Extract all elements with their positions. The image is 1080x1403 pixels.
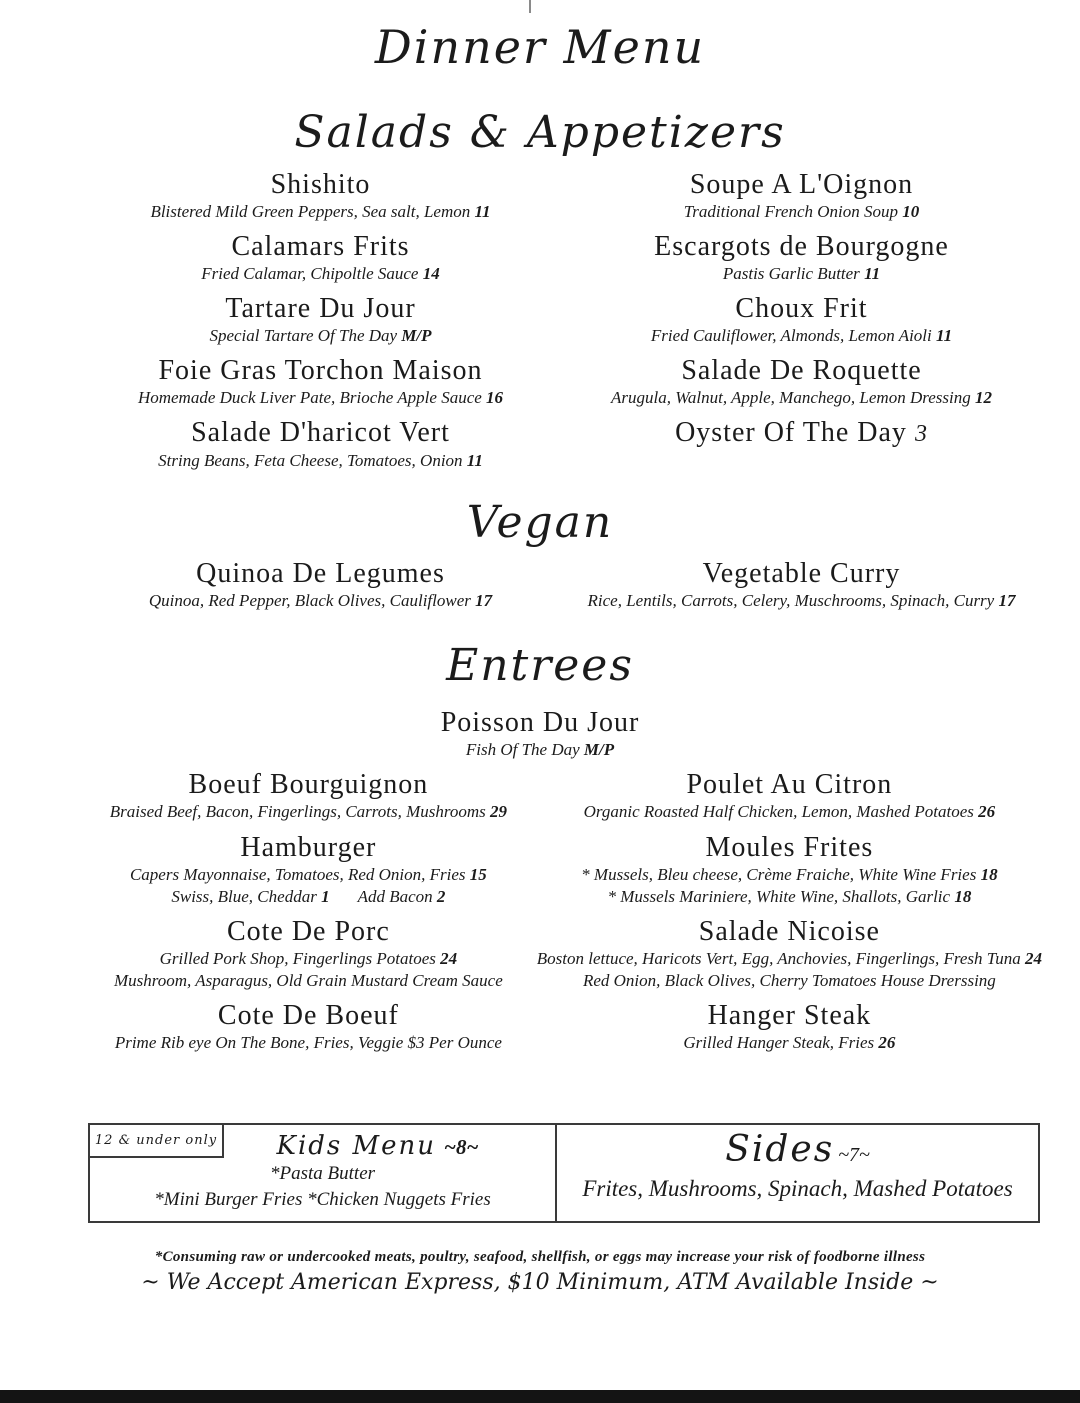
- item-price: 17: [475, 591, 493, 611]
- item-name: Soupe A L'Oignon: [689, 168, 914, 200]
- item-name: Tartare Du Jour: [225, 293, 416, 325]
- menu-item-soupe-a-loignon: [561, 168, 1042, 223]
- item-desc: [80, 948, 537, 970]
- menu-item-poisson-du-jour: [0, 706, 1080, 761]
- item-desc: [80, 263, 561, 285]
- kids-menu-price: ~8~: [444, 1135, 479, 1160]
- item-desc: [80, 864, 537, 886]
- desc-text: Organic Roasted Half Chicken, Lemon, Mashed Potatoes: [583, 802, 974, 822]
- desc-text: Capers Mayonnaise, Tomatoes, Red Onion, Fries: [129, 864, 466, 884]
- entrees-right-column: [537, 768, 1042, 1061]
- desc-text: Special Tartare Of The Day: [209, 326, 398, 346]
- name-text: Oyster Of The Day: [675, 417, 907, 449]
- item-price: 15: [469, 864, 487, 884]
- item-name: Cote De Boeuf: [217, 1000, 399, 1032]
- kids-menu-heading: Kids Menu: [276, 1131, 437, 1162]
- vegan-left-column: [80, 557, 561, 619]
- menu-item-boeuf-bourguignon: [80, 768, 537, 823]
- item-name: [561, 416, 1042, 449]
- hamburger-addons: [80, 886, 537, 908]
- menu-item-cote-de-boeuf: [80, 999, 537, 1054]
- item-desc: [537, 948, 1042, 970]
- item-price: 11: [864, 264, 881, 284]
- item-price: 14: [422, 264, 440, 284]
- item-name: Cote De Porc: [226, 915, 390, 947]
- item-price: 11: [474, 202, 491, 222]
- menu-item-salade-de-roquette: [561, 354, 1042, 409]
- menu-item-cote-de-porc: [80, 915, 537, 992]
- item-desc: [80, 801, 537, 823]
- sides-heading: Sides: [725, 1129, 835, 1171]
- bacon-option: Add Bacon: [357, 886, 433, 906]
- page-title: Dinner Menu: [374, 20, 706, 74]
- desc-text: Traditional French Onion Soup: [683, 202, 898, 222]
- item-price: 18: [980, 864, 998, 884]
- item-price: 16: [486, 388, 504, 408]
- menu-item-quinoa-de-legumes: [80, 557, 561, 612]
- sides-section: [555, 1125, 1038, 1221]
- item-desc: [537, 864, 1042, 886]
- desc-text: Braised Beef, Bacon, Fingerlings, Carrots, Mushrooms: [109, 802, 486, 822]
- desc-text: Boston lettuce, Haricots Vert, Egg, Anchovies, Fingerlings, Fresh Tuna: [536, 948, 1021, 968]
- item-name: Moules Frites: [705, 831, 874, 863]
- item-price: 10: [902, 202, 920, 222]
- item-desc-line2: Red Onion, Black Olives, Cherry Tomatoes House Drerssing: [582, 970, 996, 990]
- item-desc: [561, 387, 1042, 409]
- bottom-scan-bar: [0, 1390, 1080, 1403]
- item-desc: [80, 387, 561, 409]
- item-name: Calamars Frits: [231, 231, 410, 263]
- item-name: Escargots de Bourgogne: [654, 231, 949, 263]
- section-heading-entrees: Entrees: [446, 639, 634, 691]
- kids-item-burger-nuggets: *Mini Burger Fries *Chicken Nuggets Fries: [154, 1188, 491, 1210]
- vegan-right-column: [561, 557, 1042, 619]
- item-price: 17: [998, 591, 1016, 611]
- item-name: Salade De Roquette: [681, 355, 922, 387]
- item-price: 24: [440, 948, 458, 968]
- menu-item-hanger-steak: [537, 999, 1042, 1054]
- item-price: 11: [466, 450, 483, 470]
- desc-text: Rice, Lentils, Carrots, Celery, Muschrooms, Spinach, Curry: [587, 591, 995, 611]
- desc-text: Homemade Duck Liver Pate, Brioche Apple Sauce: [137, 388, 482, 408]
- appetizers-right-column: [561, 168, 1042, 479]
- menu-item-poulet-au-citron: [537, 768, 1042, 823]
- desc-text: String Beans, Feta Cheese, Tomatoes, Onion: [158, 450, 463, 470]
- kids-item-pasta: *Pasta Butter: [270, 1163, 376, 1185]
- item-desc-line2: Mushroom, Asparagus, Old Grain Mustard Cream Sauce: [113, 970, 503, 990]
- cheese-options: Swiss, Blue, Cheddar: [171, 886, 317, 906]
- kids-age-badge: 12 & under only: [88, 1123, 224, 1158]
- kids-menu-section: [90, 1125, 555, 1221]
- item-desc-line2: [537, 886, 1042, 908]
- sides-items: Frites, Mushrooms, Spinach, Mashed Potatoes: [582, 1176, 1013, 1202]
- menu-item-salade-dharicot-vert: [80, 416, 561, 471]
- desc-text: Fried Cauliflower, Almonds, Lemon Aioli: [650, 326, 932, 346]
- menu-item-tartare-du-jour: [80, 292, 561, 347]
- menu-item-shishito: [80, 168, 561, 223]
- fold-mark: [529, 0, 531, 13]
- sides-heading-row: [557, 1129, 1038, 1170]
- menu-item-vegetable-curry: [561, 557, 1042, 612]
- item-desc: [80, 325, 561, 347]
- item-name: Hamburger: [240, 831, 377, 863]
- item-price: 12: [974, 388, 992, 408]
- appetizers-grid: [0, 168, 1080, 479]
- desc-text: Quinoa, Red Pepper, Black Olives, Cauliflower: [148, 591, 471, 611]
- desc-text: Fish Of The Day: [465, 740, 580, 760]
- item-desc: [0, 739, 1080, 761]
- menu-item-foie-gras-torchon-maison: [80, 354, 561, 409]
- item-name: Foie Gras Torchon Maison: [158, 355, 483, 387]
- desc-text: * Mussels Mariniere, White Wine, Shallots, Garlic: [607, 886, 951, 906]
- sides-price: ~7~: [838, 1144, 870, 1167]
- section-heading-vegan: Vegan: [466, 496, 614, 548]
- menu-item-hamburger: [80, 831, 537, 908]
- item-name: Choux Frit: [735, 293, 868, 325]
- menu-item-escargots-de-bourgogne: [561, 230, 1042, 285]
- menu-item-salade-nicoise: [537, 915, 1042, 992]
- vegan-grid: [0, 557, 1080, 619]
- item-desc: [561, 263, 1042, 285]
- item-name: Poisson Du Jour: [440, 707, 640, 739]
- footer: [0, 1249, 1080, 1295]
- item-price: M/P: [583, 740, 615, 760]
- item-price: M/P: [401, 326, 432, 346]
- bacon-price: 2: [436, 886, 446, 906]
- footer-payment-note: ~ We Accept American Express, $10 Minimum, ATM Available Inside ~: [141, 1270, 939, 1296]
- item-price: 3: [914, 421, 928, 448]
- entrees-grid: [0, 768, 1080, 1061]
- item-desc: [80, 1032, 537, 1054]
- item-desc: [561, 325, 1042, 347]
- item-price: 24: [1025, 948, 1042, 968]
- item-price2: 18: [954, 886, 972, 906]
- item-price: 11: [936, 326, 953, 346]
- desc-text: Prime Rib eye On The Bone, Fries, Veggie $3 Per Ounce: [114, 1033, 502, 1053]
- item-desc: [80, 450, 561, 472]
- item-name: Salade Nicoise: [698, 915, 880, 947]
- item-price: 26: [878, 1033, 896, 1053]
- item-desc: [537, 801, 1042, 823]
- appetizers-left-column: [80, 168, 561, 479]
- item-name: Poulet Au Citron: [686, 769, 893, 801]
- item-desc: [80, 201, 561, 223]
- desc-text: Fried Calamar, Chipoltle Sauce: [201, 264, 419, 284]
- item-name: Vegetable Curry: [702, 558, 901, 590]
- desc-text: Pastis Garlic Butter: [722, 264, 860, 284]
- item-desc: [80, 590, 561, 612]
- entrees-left-column: [80, 768, 537, 1061]
- menu-item-choux-frit: [561, 292, 1042, 347]
- desc-text: Blistered Mild Green Peppers, Sea salt, Lemon: [150, 202, 471, 222]
- item-desc: [561, 201, 1042, 223]
- menu-item-moules-frites: [537, 831, 1042, 908]
- item-name: Shishito: [270, 168, 371, 200]
- menu-item-calamars-frits: [80, 230, 561, 285]
- desc-text: * Mussels, Bleu cheese, Crème Fraiche, White Wine Fries: [581, 864, 977, 884]
- desc-text: Arugula, Walnut, Apple, Manchego, Lemon Dressing: [611, 388, 971, 408]
- desc-text: Grilled Hanger Steak, Fries: [683, 1033, 875, 1053]
- item-name: Quinoa De Legumes: [196, 558, 445, 590]
- footer-disclaimer: *Consuming raw or undercooked meats, poultry, seafood, shellfish, or eggs may increase your risk of foodborne illness: [154, 1249, 926, 1266]
- item-name: Salade D'haricot Vert: [191, 417, 450, 449]
- kids-heading-row: [200, 1131, 555, 1161]
- menu-item-oyster-of-the-day: [561, 416, 1042, 449]
- kids-and-sides-box: [88, 1123, 1040, 1223]
- desc-text: Grilled Pork Shop, Fingerlings Potatoes: [159, 948, 436, 968]
- item-name: Boeuf Bourguignon: [188, 769, 429, 801]
- cheese-price: 1: [321, 886, 330, 906]
- item-price: 26: [978, 802, 996, 822]
- item-price: 29: [490, 802, 508, 822]
- item-desc: [561, 590, 1042, 612]
- item-name: Hanger Steak: [707, 1000, 872, 1032]
- item-desc: [537, 1032, 1042, 1054]
- section-heading-appetizers: Salads & Appetizers: [294, 107, 786, 159]
